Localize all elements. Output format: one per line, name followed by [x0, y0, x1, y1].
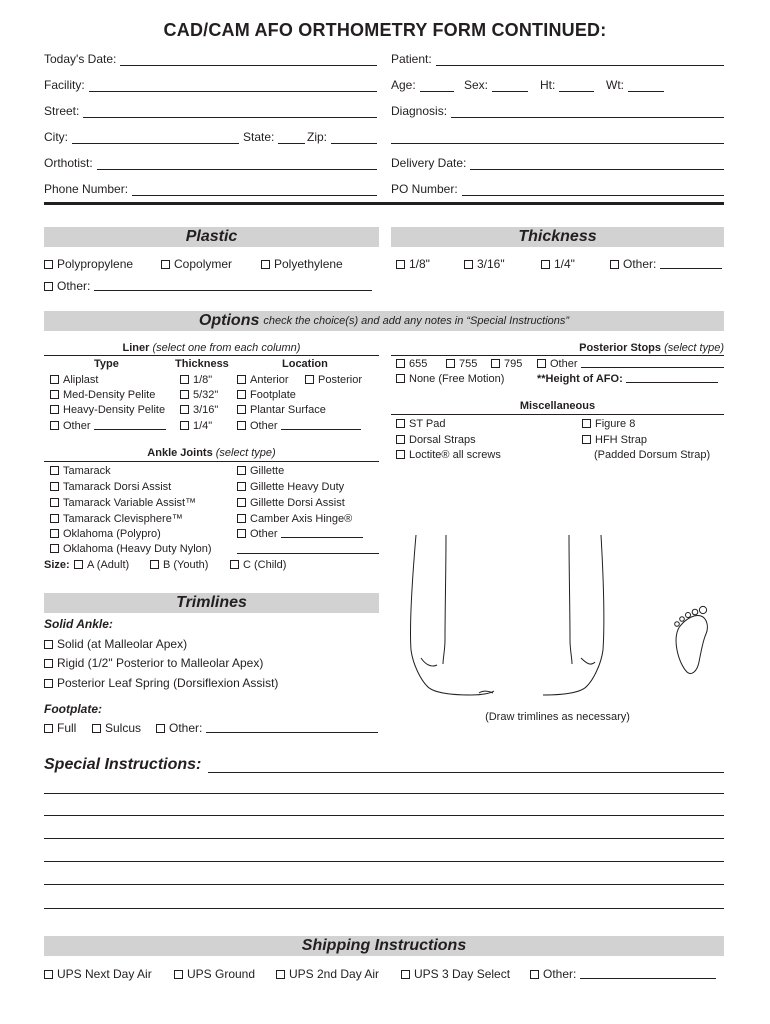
misc-option[interactable]: ST Pad [396, 418, 446, 430]
trimline-option[interactable]: Solid (at Malleolar Apex) [44, 637, 187, 651]
ankle-joint-other[interactable]: Other [237, 528, 363, 540]
special-instructions-line[interactable] [44, 908, 724, 909]
shipping-option[interactable]: UPS Next Day Air [44, 967, 152, 981]
special-instructions-line[interactable] [44, 838, 724, 839]
liner-thickness-option[interactable]: 3/16" [180, 404, 218, 416]
misc-option[interactable]: Dorsal Straps [396, 434, 476, 446]
ankle-joint-option[interactable]: Tamarack Variable Assist™ [50, 497, 196, 509]
shipping-option[interactable]: UPS 2nd Day Air [276, 967, 379, 981]
posterior-stop-none[interactable]: None (Free Motion) [396, 373, 504, 385]
leg-medial-outline [410, 535, 494, 695]
plastic-option[interactable]: Polypropylene [44, 257, 133, 271]
delivery-date-label: Delivery Date: [391, 156, 467, 170]
liner-location-option[interactable]: Plantar Surface [237, 404, 326, 416]
header-divider [44, 202, 724, 205]
sex-label: Sex: [464, 78, 489, 92]
liner-thickness-header: Thickness [175, 358, 229, 370]
special-instructions-line[interactable] [44, 861, 724, 862]
sex-field[interactable] [464, 76, 528, 92]
age-field[interactable] [391, 76, 454, 92]
todays-date-field[interactable] [44, 50, 377, 66]
liner-location-option[interactable]: Footplate [237, 389, 296, 401]
posterior-stop-option[interactable]: 795 [491, 358, 522, 370]
checkbox[interactable] [44, 282, 53, 291]
special-instructions-title: Special Instructions: [44, 756, 202, 773]
facility-field[interactable] [44, 76, 377, 92]
state-label: State: [243, 130, 275, 144]
toe-3 [686, 613, 691, 618]
thickness-header: Thickness [391, 227, 724, 247]
liner-thickness-option[interactable]: 1/4" [180, 420, 212, 432]
ankle-joint-option[interactable]: Gillette Dorsi Assist [237, 497, 345, 509]
size-option[interactable]: C (Child) [230, 559, 286, 571]
special-instructions-line[interactable] [208, 772, 724, 773]
city-field[interactable] [44, 128, 239, 144]
thickness-other[interactable]: Other: [610, 257, 722, 271]
leg-medial-front [443, 535, 446, 664]
misc-option[interactable]: Figure 8 [582, 418, 635, 430]
toe-1 [675, 622, 680, 627]
orthotist-field[interactable] [44, 154, 377, 170]
liner-type-other[interactable]: Other [50, 420, 166, 432]
footplate-label: Footplate: [44, 702, 102, 716]
trimline-option[interactable]: Rigid (1/2" Posterior to Malleolar Apex) [44, 656, 263, 670]
age-label: Age: [391, 78, 416, 92]
phone-field[interactable] [44, 180, 377, 196]
liner-type-header: Type [94, 358, 119, 370]
city-label: City: [44, 130, 68, 144]
checkbox[interactable] [464, 260, 473, 269]
shipping-option[interactable]: UPS 3 Day Select [401, 967, 510, 981]
ankle-joint-option[interactable]: Camber Axis Hinge® [237, 513, 352, 525]
trimlines-header: Trimlines [44, 593, 379, 613]
diagnosis-label: Diagnosis: [391, 104, 448, 118]
size-row: Size: [44, 559, 70, 571]
foot-sole-outline [676, 615, 707, 673]
orthotist-label: Orthotist: [44, 156, 93, 170]
zip-field[interactable] [307, 128, 377, 144]
liner-type-option[interactable]: Aliplast [50, 374, 98, 386]
plastic-header: Plastic [44, 227, 379, 247]
footplate-option[interactable]: Full [44, 721, 76, 735]
ankle-joint-option[interactable]: Tamarack Clevisphere™ [50, 513, 183, 525]
patient-field[interactable] [391, 50, 724, 66]
liner-location-other[interactable]: Other [237, 420, 361, 432]
checkbox[interactable] [44, 260, 53, 269]
checkbox[interactable] [610, 260, 619, 269]
po-number-field[interactable] [391, 180, 724, 196]
misc-note: (Padded Dorsum Strap) [594, 449, 711, 461]
miscellaneous-heading: Miscellaneous [519, 400, 596, 412]
street-field[interactable] [44, 102, 377, 118]
zip-label: Zip: [307, 130, 328, 144]
trimline-option[interactable]: Posterior Leaf Spring (Dorsiflexion Assist) [44, 676, 278, 690]
liner-location-option[interactable]: Anterior [237, 374, 289, 386]
solid-ankle-label: Solid Ankle: [44, 617, 113, 631]
posterior-stop-other[interactable]: Other [537, 358, 724, 370]
size-option[interactable]: A (Adult) [74, 559, 129, 571]
street-label: Street: [44, 104, 80, 118]
diagnosis-continued-line[interactable] [391, 128, 724, 144]
diagnosis-field[interactable] [391, 102, 724, 118]
checkbox[interactable] [161, 260, 170, 269]
height-of-afo-field[interactable]: **Height of AFO: [537, 373, 718, 385]
ankle-joints-heading: Ankle Joints (select type) [147, 447, 276, 459]
checkbox[interactable] [261, 260, 270, 269]
shipping-option[interactable]: UPS Ground [174, 967, 255, 981]
wt-label: Wt: [606, 78, 624, 92]
misc-option[interactable]: HFH Strap [582, 434, 647, 446]
plastic-option[interactable]: Polyethylene [261, 257, 343, 271]
ht-field[interactable] [540, 76, 594, 92]
posterior-stops-divider [391, 355, 724, 356]
liner-location-option[interactable]: Posterior [305, 374, 362, 386]
ankle-joint-option[interactable]: Gillette [237, 465, 284, 477]
toe-5 [699, 606, 706, 613]
leg-lateral-outline [543, 535, 604, 695]
thickness-option[interactable]: 1/4" [541, 257, 575, 271]
drawing-caption: (Draw trimlines as necessary) [485, 711, 630, 723]
toe-4 [692, 609, 698, 615]
footplate-other[interactable]: Other: [156, 721, 378, 735]
leg-lateral-front [569, 535, 572, 664]
po-number-label: PO Number: [391, 182, 458, 196]
misc-option[interactable]: Loctite® all screws [396, 449, 501, 461]
todays-date-label: Today's Date: [44, 52, 117, 66]
ankle-joint-other-line[interactable] [237, 553, 379, 554]
toe-2 [680, 617, 685, 622]
special-instructions-line[interactable] [44, 793, 724, 794]
shipping-other[interactable]: Other: [530, 967, 716, 981]
plastic-option[interactable]: Copolymer [161, 257, 232, 271]
liner-heading: Liner (select one from each column) [122, 342, 301, 354]
ankle-joint-option[interactable]: Tamarack Dorsi Assist [50, 481, 171, 493]
liner-location-header: Location [282, 358, 328, 370]
posterior-stops-heading: Posterior Stops (select type) [579, 342, 724, 354]
ankle-joint-option[interactable]: Gillette Heavy Duty [237, 481, 344, 493]
options-header: Options check the choice(s) and add any notes in “Special Instructions” [44, 311, 724, 331]
plastic-other[interactable]: Other: [44, 279, 372, 293]
checkbox[interactable] [396, 260, 405, 269]
form-title: CAD/CAM AFO ORTHOMETRY FORM CONTINUED: [163, 20, 607, 40]
liner-thickness-option[interactable]: 1/8" [180, 374, 212, 386]
ankle-joints-divider [44, 461, 379, 462]
miscellaneous-divider [391, 414, 724, 415]
special-instructions-line[interactable] [44, 884, 724, 885]
patient-label: Patient: [391, 52, 432, 66]
delivery-date-field[interactable] [391, 154, 724, 170]
ankle-joint-option[interactable]: Oklahoma (Polypro) [50, 528, 161, 540]
liner-type-option[interactable]: Heavy-Density Pelite [50, 404, 165, 416]
special-instructions-line[interactable] [44, 815, 724, 816]
checkbox[interactable] [541, 260, 550, 269]
size-option[interactable]: B (Youth) [150, 559, 208, 571]
ht-label: Ht: [540, 78, 556, 92]
heel-mark [421, 658, 437, 666]
posterior-stop-option[interactable]: 655 [396, 358, 427, 370]
ankle-joint-option[interactable]: Tamarack [50, 465, 111, 477]
phone-label: Phone Number: [44, 182, 129, 196]
footplate-option[interactable]: Sulcus [92, 721, 141, 735]
wt-field[interactable] [606, 76, 664, 92]
liner-thickness-option[interactable]: 5/32" [180, 389, 218, 401]
state-field[interactable] [243, 128, 305, 144]
ankle-mark [581, 658, 595, 664]
ankle-joint-option[interactable]: Oklahoma (Heavy Duty Nylon) [50, 543, 212, 555]
thickness-option[interactable]: 1/8" [396, 257, 430, 271]
liner-divider [44, 355, 379, 356]
leg-drawing[interactable] [391, 530, 724, 710]
thickness-option[interactable]: 3/16" [464, 257, 505, 271]
posterior-stop-option[interactable]: 755 [446, 358, 477, 370]
facility-label: Facility: [44, 78, 85, 92]
liner-type-option[interactable]: Med-Density Pelite [50, 389, 155, 401]
shipping-header: Shipping Instructions [44, 936, 724, 956]
